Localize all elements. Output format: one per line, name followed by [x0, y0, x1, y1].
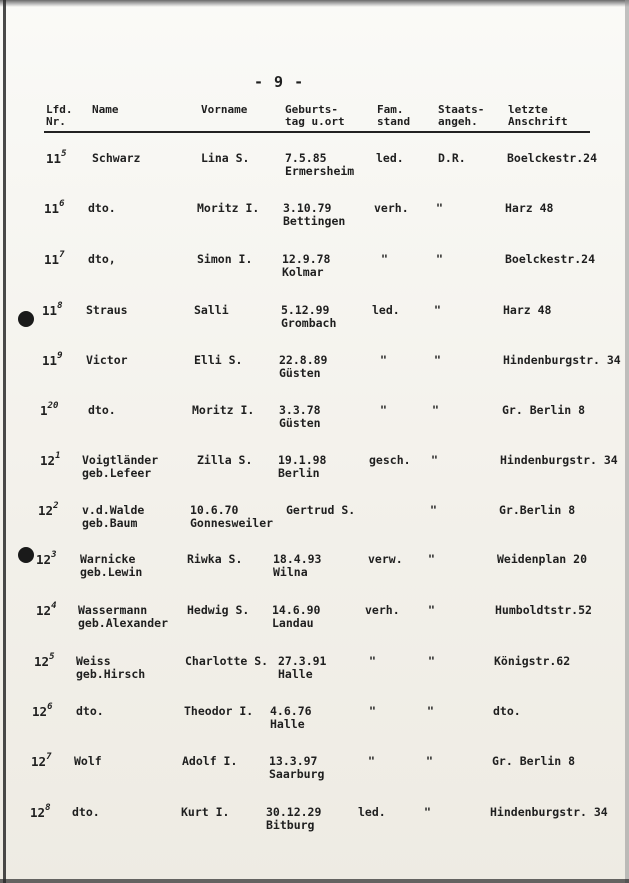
cell-anschrift: dto. [493, 704, 521, 718]
cell-anschrift: Gr. Berlin 8 [492, 754, 576, 768]
row-number [32, 702, 53, 721]
table-row [0, 451, 629, 504]
cell-name: dto. [72, 805, 100, 819]
header-famstand: Fam. stand [377, 103, 411, 128]
table-row [0, 149, 629, 202]
cell-anschrift: Gr. Berlin 8 [502, 403, 586, 417]
cell-vorname: Lina S. [201, 151, 250, 165]
cell-vorname: Charlotte S. [185, 654, 269, 668]
row-number [42, 301, 63, 320]
cell-anschrift: Boelckestr.24 [507, 151, 598, 165]
header-anschrift: letzte Anschrift [508, 103, 568, 128]
row-number-printed: 1 [40, 403, 48, 418]
cell-staatsangeh: " [424, 805, 431, 819]
cell-vorname: Moritz I. [197, 201, 260, 215]
row-number-printed: 11 [44, 252, 60, 267]
cell-name: Weiss geb.Hirsch [76, 654, 146, 681]
row-number-handwritten: 20 [47, 401, 59, 411]
table-row [0, 702, 629, 755]
row-number-printed: 12 [40, 453, 56, 468]
cell-anschrift: Königstr.62 [494, 654, 571, 668]
cell-famstand: " [380, 353, 387, 367]
row-number-printed: 12 [34, 654, 50, 669]
cell-anschrift: Hindenburgstr. 34 [503, 353, 621, 367]
header-staatsangeh: Staats- angeh. [438, 103, 485, 128]
row-number [30, 803, 51, 822]
cell-famstand: led. [358, 805, 386, 819]
cell-anschrift: Harz 48 [503, 303, 552, 317]
cell-staatsangeh: " [426, 754, 433, 768]
cell-staatsangeh: " [428, 654, 435, 668]
row-number-printed: 12 [31, 754, 47, 769]
cell-famstand: " [380, 403, 387, 417]
cell-staatsangeh: " [428, 552, 435, 566]
cell-vorname: Elli S. [194, 353, 243, 367]
scan-edge-top [0, 0, 629, 7]
table-row [0, 752, 629, 805]
header-nr: Lfd. Nr. [46, 103, 73, 128]
cell-famstand: " [369, 704, 376, 718]
cell-geburt: 3.3.78 Güsten [279, 403, 321, 430]
cell-vorname: Riwka S. [187, 552, 243, 566]
cell-famstand: led. [372, 303, 400, 317]
cell-name: Voigtländer geb.Lefeer [82, 453, 159, 480]
row-number-printed: 12 [32, 704, 48, 719]
cell-name: dto, [88, 252, 116, 266]
row-number-handwritten: 2 [53, 501, 59, 511]
cell-geburt: 4.6.76 Halle [270, 704, 312, 731]
row-number-handwritten: 7 [46, 752, 52, 762]
cell-name: v.d.Walde geb.Baum [82, 503, 145, 530]
cell-vorname: Zilla S. [197, 453, 253, 467]
row-number-printed: 11 [44, 201, 60, 216]
row-number [38, 501, 59, 520]
table-row [0, 550, 629, 603]
row-number-handwritten: 5 [49, 652, 55, 662]
cell-famstand: " [381, 252, 388, 266]
table-row [0, 652, 629, 705]
cell-anschrift: Gr.Berlin 8 [499, 503, 576, 517]
cell-name: Wassermann geb.Alexander [78, 603, 169, 630]
cell-vorname: Moritz I. [192, 403, 255, 417]
cell-famstand: verw. [368, 552, 403, 566]
cell-vorname: Salli [194, 303, 229, 317]
row-number [42, 351, 63, 370]
cell-geburt: 27.3.91 Halle [278, 654, 327, 681]
header-vorname: Vorname [201, 103, 248, 116]
row-number-printed: 11 [42, 303, 58, 318]
cell-geburt: 18.4.93 Wilna [273, 552, 322, 579]
row-number-printed: 12 [38, 503, 54, 518]
row-number [46, 149, 67, 168]
row-number-printed: 12 [36, 603, 52, 618]
cell-staatsangeh: " [427, 704, 434, 718]
cell-name: Warnicke geb.Lewin [80, 552, 143, 579]
cell-vorname: Hedwig S. [187, 603, 250, 617]
cell-geburt: 14.6.90 Landau [272, 603, 321, 630]
cell-geburt: 30.12.29 Bitburg [266, 805, 322, 832]
row-number-handwritten: 6 [47, 702, 53, 712]
row-number-handwritten: 9 [57, 351, 63, 361]
cell-geburt: 12.9.78 Kolmar [282, 252, 331, 279]
punch-hole [18, 547, 34, 563]
cell-vorname: Kurt I. [181, 805, 230, 819]
cell-anschrift: Humboldtstr.52 [495, 603, 592, 617]
header-name: Name [92, 103, 119, 116]
cell-geburt: Gertrud S. [286, 503, 356, 517]
row-number-handwritten: 1 [55, 451, 61, 461]
table-row [0, 501, 629, 554]
page-number: - 9 - [254, 73, 305, 91]
table-row [0, 601, 629, 654]
row-number [36, 550, 57, 569]
cell-famstand: verh. [365, 603, 400, 617]
scan-edge-bottom [0, 879, 629, 883]
cell-staatsangeh: " [432, 403, 439, 417]
row-number-handwritten: 5 [61, 149, 67, 159]
row-number-handwritten: 8 [57, 301, 63, 311]
cell-geburt: 13.3.97 Saarburg [269, 754, 325, 781]
cell-anschrift: Weidenplan 20 [497, 552, 588, 566]
cell-geburt: 22.8.89 Güsten [279, 353, 328, 380]
cell-staatsangeh: " [430, 503, 437, 517]
header-rule [44, 131, 590, 133]
row-number [44, 250, 65, 269]
cell-geburt: 7.5.85 Ermersheim [285, 151, 355, 178]
row-number-handwritten: 4 [51, 601, 57, 611]
row-number [44, 199, 65, 218]
cell-staatsangeh: " [436, 201, 443, 215]
table-row [0, 401, 629, 454]
row-number-handwritten: 3 [51, 550, 57, 560]
header-geburt: Geburts- tag u.ort [285, 103, 345, 128]
cell-anschrift: Harz 48 [505, 201, 554, 215]
cell-staatsangeh: D.R. [438, 151, 466, 165]
row-number [34, 652, 55, 671]
table-row [0, 351, 629, 404]
cell-anschrift: Hindenburgstr. 34 [500, 453, 618, 467]
cell-famstand: " [369, 654, 376, 668]
table-row [0, 199, 629, 252]
cell-anschrift: Boelckestr.24 [505, 252, 596, 266]
row-number-printed: 11 [46, 151, 62, 166]
cell-geburt: 19.1.98 Berlin [278, 453, 327, 480]
table-row [0, 803, 629, 856]
cell-name: Wolf [74, 754, 102, 768]
cell-vorname: Simon I. [197, 252, 253, 266]
cell-staatsangeh: " [436, 252, 443, 266]
cell-famstand: gesch. [369, 453, 411, 467]
row-number [31, 752, 52, 771]
cell-name: dto. [88, 201, 116, 215]
cell-name: Victor [86, 353, 128, 367]
cell-famstand: " [368, 754, 375, 768]
row-number-handwritten: 8 [45, 803, 51, 813]
table-row [0, 301, 629, 354]
cell-famstand: verh. [374, 201, 409, 215]
cell-anschrift: Hindenburgstr. 34 [490, 805, 608, 819]
cell-geburt: 5.12.99 Grombach [281, 303, 337, 330]
punch-hole [18, 311, 34, 327]
row-number-printed: 12 [30, 805, 46, 820]
cell-vorname: 10.6.70 Gonnesweiler [190, 503, 274, 530]
cell-name: Straus [86, 303, 128, 317]
row-number [40, 451, 61, 470]
cell-staatsangeh: " [428, 603, 435, 617]
cell-name: dto. [88, 403, 116, 417]
cell-geburt: 3.10.79 Bettingen [283, 201, 346, 228]
cell-staatsangeh: " [431, 453, 438, 467]
cell-famstand: led. [376, 151, 404, 165]
row-number-printed: 11 [42, 353, 58, 368]
row-number [36, 601, 57, 620]
cell-name: dto. [76, 704, 104, 718]
cell-vorname: Adolf I. [182, 754, 238, 768]
cell-vorname: Theodor I. [184, 704, 254, 718]
cell-staatsangeh: " [434, 303, 441, 317]
row-number-printed: 12 [36, 552, 52, 567]
cell-name: Schwarz [92, 151, 141, 165]
row-number-handwritten: 7 [59, 250, 65, 260]
cell-staatsangeh: " [434, 353, 441, 367]
row-number-handwritten: 6 [59, 199, 65, 209]
table-row [0, 250, 629, 303]
row-number [40, 401, 59, 420]
